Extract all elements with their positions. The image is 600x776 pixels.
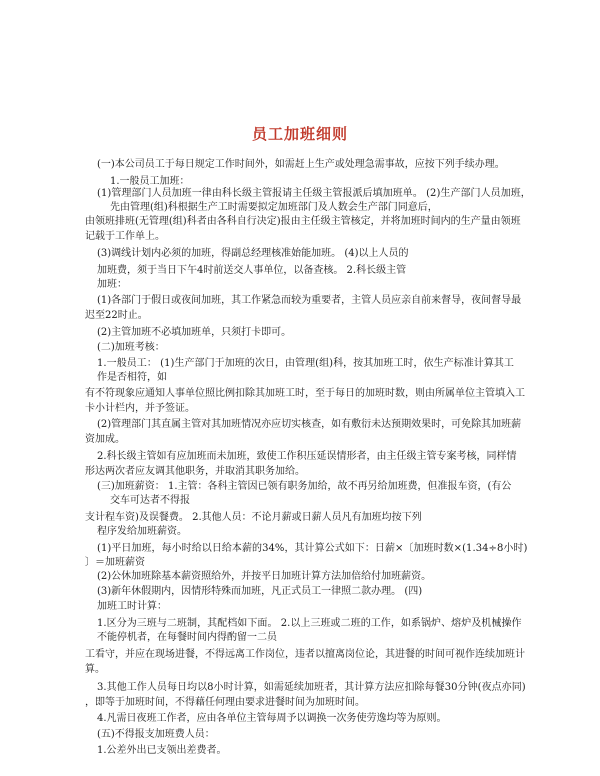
body-line: 形达两次者应友调其他职务，并取消其职务加给。 [85,466,305,477]
body-line: 记载于工作单上。 [85,231,165,242]
body-line: 不能停机者，在每餐时间内得酌留一二员 [97,632,277,643]
body-line: (二)加班考核： [97,342,165,353]
body-line: 1.公差外出已支领出差费者。 [97,745,227,756]
body-line: 〕＝加班薪资 [85,557,145,568]
body-line: 作是否相符，如 [97,372,167,383]
document-title: 员工加班细则 [251,125,348,143]
body-line: (五)不得报支加班费人员： [97,729,215,740]
body-line: ，即等于加班时间，不得藉任何理由要求进餐时间为加班时间。 [85,697,365,708]
body-line: 1.一般员工： (1)生产部门于加班的次日，由管理(组)科，按其加班工时，依生产标准计算其工 [97,358,514,369]
body-line: (1)管理部门人员加班一律由科长级主管报请主任级主管报派后填加班单。 (2)生产部门人员加班， [97,188,531,199]
body-line: 程序发给加班薪资。 [97,526,187,537]
body-line: (2)管理部门其直属主管对其加班情况亦应切实核查，如有敷衍未达预期效果时，可免除其加班薪 [97,419,522,430]
body-line: 加班工时计算： [97,601,167,612]
body-line: 卡小计栏内，并予签证。 [85,403,195,414]
body-line: (2)公休加班除基本薪资照给外，并按平日加班计算方法加倍给付加班薪资。 [97,571,432,582]
body-line: (一)本公司员工于每日规定工作时间外，如需赶上生产或处理急需事故，应按下列手续办理。 [97,159,505,170]
body-line: (1)平日加班，每小时给以日给本薪的34%，其计算公式如下：日薪×〔加班时数×(1.34÷8小时) [97,543,528,554]
body-line: 加班费，须于当日下午4时前送交人事单位，以备查核。 2.科长级主管 [97,265,407,276]
body-line: 由领班排班(无管理(组)科者由各科自行决定)报由主任级主管核定，并将加班时间内的生产量由领班 [85,216,521,227]
body-line: 加班： [97,279,127,290]
body-line: 工看守，并应在现场进餐，不得远离工作岗位，违者以擅离岗位论，其进餐的时间可视作连续加班计 [85,649,525,660]
body-line: 2.科长级主管如有应加班而未加班，致使工作积压延误情形者，由主任级主管专案考核，同样情 [97,451,517,462]
body-line: (2)主管加班不必填加班单，只须打卡即可。 [97,327,292,338]
body-line: (3)调线计划内必须的加班，得副总经理核准始能加班。 (4)以上人员的 [97,248,409,259]
body-line: 迟至22时止。 [85,310,148,321]
body-line: 交车可达者不得报 [110,495,190,506]
body-line: 算。 [85,664,105,675]
body-line: 1.区分为三班与二班制，其配档如下面。 2.以上三班或二班的工作，如系锅炉、熔炉及机械操作 [97,618,522,629]
body-line: 1.一般员工加班： [110,176,190,187]
body-line: (1)各部门于假日或夜间加班，其工作紧急而较为重要者，主管人员应亲自前来督导，夜间督导最 [97,295,522,306]
body-line: 4.凡需日夜班工作者，应由各单位主管每周予以调换一次务使劳逸均等为原则。 [97,713,447,724]
body-line: (3)新年休假期内，因情形特殊而加班，凡正式员工一律照二款办理。 (四) [97,586,423,597]
body-line: 资加成。 [85,434,125,445]
body-line: 支计程车资)及误餐费。 2.其他人员：不论月薪或日薪人员凡有加班均按下列 [85,512,422,523]
body-line: (三)加班薪资： 1.主管：各科主管因已领有职务加给，故不再另给加班费，但准报车资，(有公 [97,481,512,492]
body-line: 有不符现象应通知人事单位照比例扣除其加班工时，至于每日的加班时数，则由所属单位主管填入工 [85,388,525,399]
body-line: 先由管理(组)科根据生产工时需要拟定加班部门及人数会生产部门同意后， [110,202,438,213]
body-line: 3.其他工作人员每日均以8小时计算，如需延续加班者，其计算方法应扣除每餐30分钟(夜点亦同) [97,682,526,693]
